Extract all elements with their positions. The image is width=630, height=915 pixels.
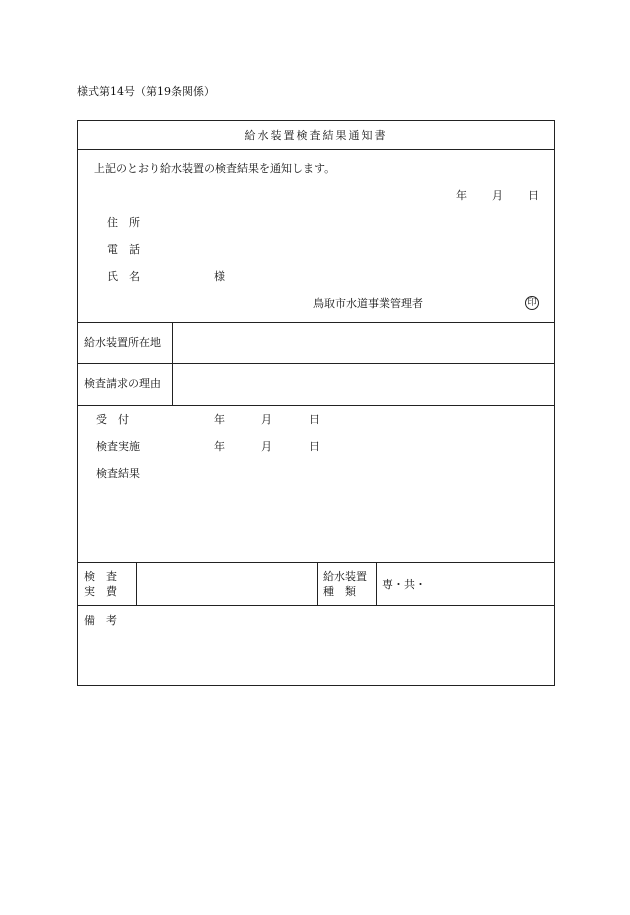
fee-label-line2: 実 費 xyxy=(84,585,117,598)
divider-reason xyxy=(78,405,554,406)
inspected-year: 年 xyxy=(214,440,225,453)
issuer: 鳥取市水道事業管理者 xyxy=(313,297,423,310)
divider-fee-label xyxy=(136,562,137,605)
divider-location xyxy=(78,363,554,364)
divider-fee-value xyxy=(317,562,318,605)
notice-message: 上記のとおり給水装置の検査結果を通知します。 xyxy=(94,162,336,175)
divider-fee xyxy=(78,605,554,606)
location-label: 給水装置所在地 xyxy=(84,336,161,349)
notice-day: 日 xyxy=(528,189,539,202)
received-year: 年 xyxy=(214,413,225,426)
notice-year: 年 xyxy=(456,189,467,202)
inspected-label: 検査実施 xyxy=(96,440,140,453)
inspection-result-form xyxy=(77,120,555,686)
phone-label: 電 話 xyxy=(107,243,140,256)
divider-notice xyxy=(78,322,554,323)
fee-label-line1: 検 査 xyxy=(84,570,117,583)
received-day: 日 xyxy=(309,413,320,426)
seal-stamp: 印 xyxy=(525,296,539,310)
notice-month: 月 xyxy=(492,189,503,202)
honorific: 様 xyxy=(214,270,225,283)
name-label: 氏 名 xyxy=(107,270,140,283)
form-title: 給水装置検査結果通知書 xyxy=(244,129,388,142)
result-label: 検査結果 xyxy=(96,467,140,480)
divider-title xyxy=(78,149,554,150)
type-label-line1: 給水装置 xyxy=(323,570,367,583)
divider-results xyxy=(78,562,554,563)
form-number: 様式第14号（第19条関係） xyxy=(77,85,215,98)
received-month: 月 xyxy=(261,413,272,426)
received-label: 受 付 xyxy=(96,413,129,426)
inspected-month: 月 xyxy=(261,440,272,453)
remarks-label: 備 考 xyxy=(84,614,117,627)
reason-label: 検査請求の理由 xyxy=(84,377,161,390)
divider-type-label xyxy=(376,562,377,605)
address-label: 住 所 xyxy=(107,216,140,229)
type-options: 専・共・ xyxy=(382,578,426,591)
inspected-day: 日 xyxy=(309,440,320,453)
type-label-line2: 種 類 xyxy=(323,585,356,598)
